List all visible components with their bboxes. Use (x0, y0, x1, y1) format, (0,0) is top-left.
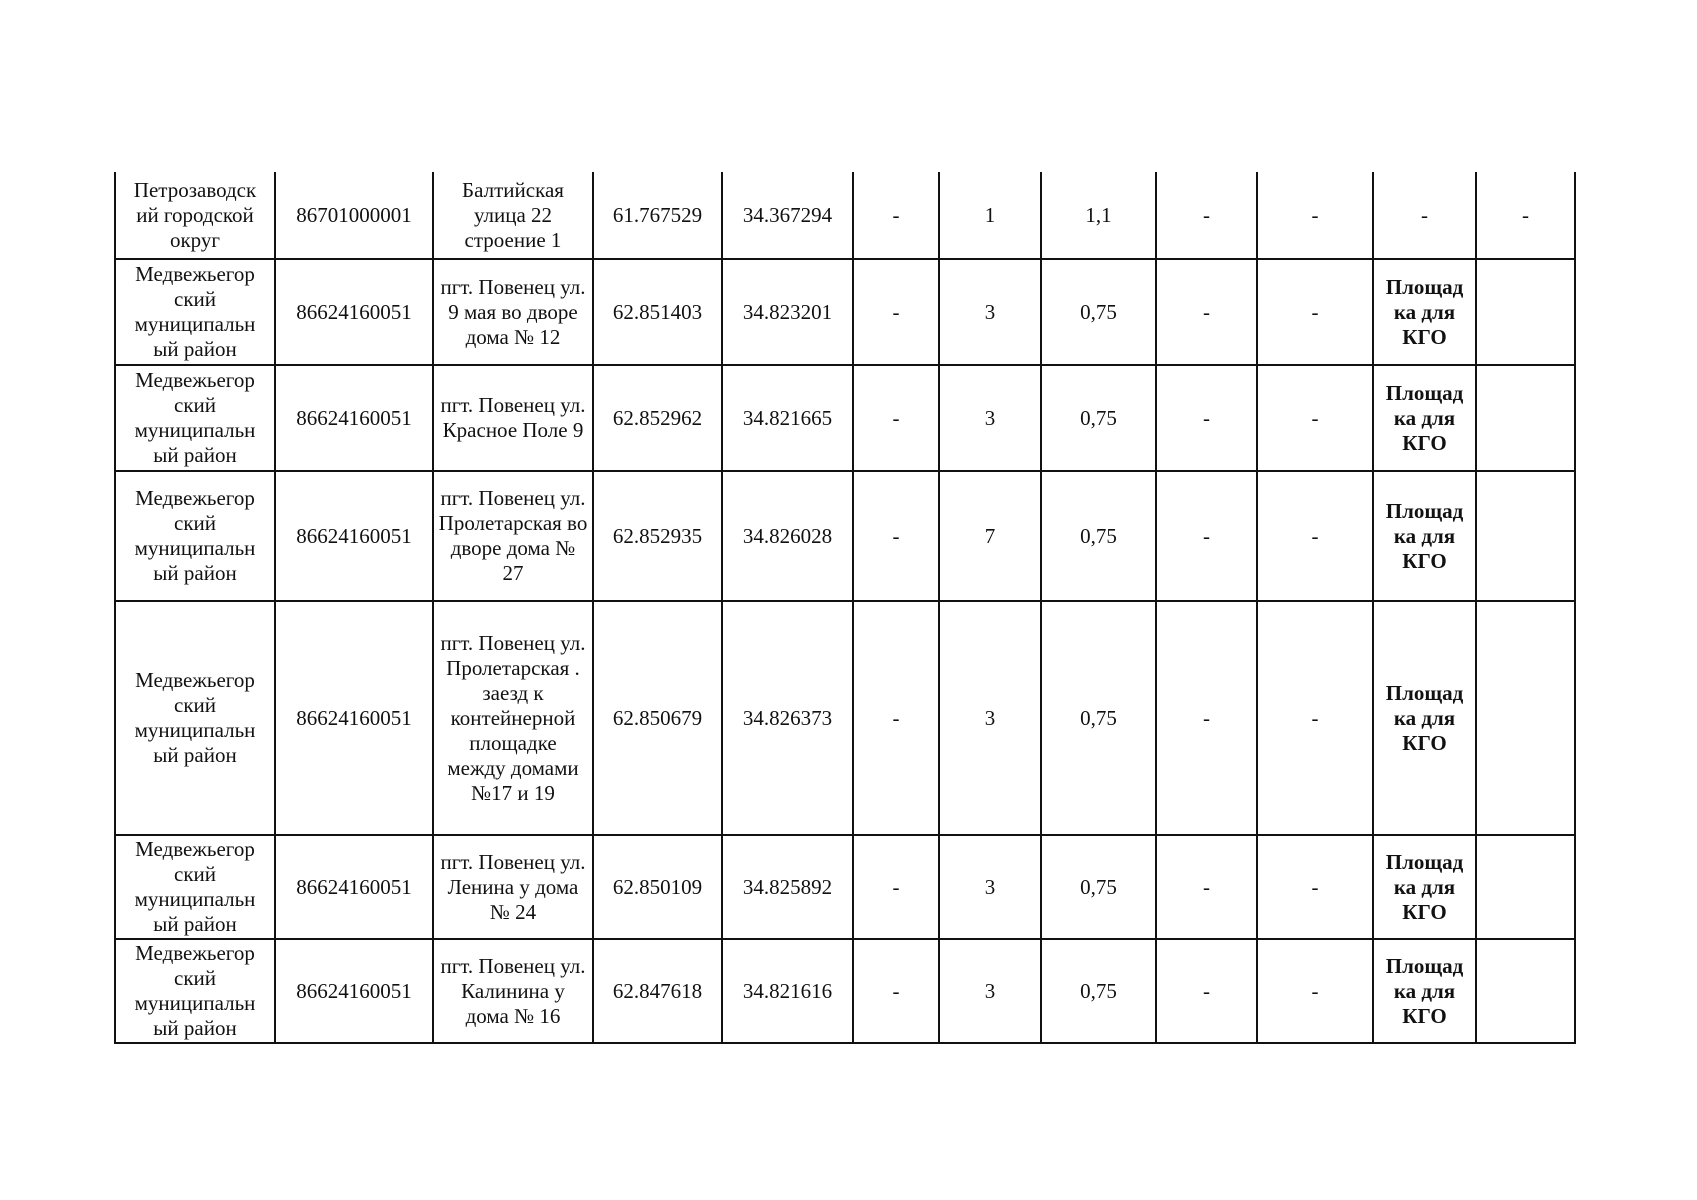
district-cell (115, 471, 275, 601)
col10-cell (1257, 365, 1373, 471)
col12-cell (1476, 365, 1575, 471)
col9-cell (1156, 365, 1257, 471)
district-text: Медвежьегор ский муниципальн ый район (134, 486, 256, 585)
col12-cell (1476, 939, 1575, 1043)
longitude-cell (722, 259, 853, 365)
table-row (115, 471, 1575, 601)
col10-text: - (1311, 202, 1319, 227)
col9-text: - (1203, 405, 1210, 430)
longitude-text: 34.821665 (742, 405, 833, 430)
address-cell (433, 601, 593, 835)
table-row (115, 601, 1575, 835)
oktmo-cell (275, 259, 433, 365)
longitude-cell (722, 172, 853, 259)
col10-cell (1257, 835, 1373, 939)
col8-text: 0,75 (1080, 978, 1117, 1003)
col7-text: 1 (984, 202, 996, 227)
district-cell (115, 365, 275, 471)
col6-cell (853, 601, 939, 835)
col8-text: 0,75 (1080, 705, 1117, 730)
col6-text: - (892, 978, 900, 1003)
col8-cell (1041, 259, 1156, 365)
col8-text: 0,75 (1080, 523, 1117, 548)
col6-text: - (892, 705, 900, 730)
district-cell (115, 601, 275, 835)
district-text: Петрозаводск ий городской округ (133, 177, 257, 252)
col8-cell (1041, 365, 1156, 471)
latitude-text: 62.852935 (612, 523, 703, 548)
col7-cell (939, 365, 1041, 471)
col12-cell (1476, 835, 1575, 939)
oktmo-text: 86624160051 (296, 405, 412, 430)
address-cell (433, 835, 593, 939)
oktmo-cell (275, 172, 433, 259)
district-cell (115, 835, 275, 939)
container-sites-table (114, 172, 1576, 1044)
col11-text: Площад ка для КГО (1385, 680, 1464, 755)
latitude-text: 62.850109 (612, 874, 703, 899)
longitude-text: 34.825892 (742, 874, 833, 899)
longitude-cell (722, 835, 853, 939)
col8-text: 0,75 (1080, 874, 1117, 899)
col7-text: 3 (984, 978, 996, 1003)
col10-cell (1257, 939, 1373, 1043)
table-row (115, 172, 1575, 259)
col10-text: - (1311, 405, 1319, 430)
latitude-cell (593, 835, 722, 939)
col11-text: Площад ка для КГО (1385, 953, 1464, 1028)
col6-cell (853, 365, 939, 471)
col10-text: - (1311, 705, 1319, 730)
col6-cell (853, 259, 939, 365)
col10-cell (1257, 471, 1373, 601)
latitude-cell (593, 172, 722, 259)
address-cell (433, 172, 593, 259)
district-cell (115, 172, 275, 259)
col10-cell (1257, 601, 1373, 835)
table-row (115, 259, 1575, 365)
col7-cell (939, 259, 1041, 365)
col7-cell (939, 835, 1041, 939)
oktmo-text: 86624160051 (296, 874, 412, 899)
col11-text: - (1421, 202, 1428, 227)
oktmo-cell (275, 835, 433, 939)
col6-cell (853, 172, 939, 259)
col6-cell (853, 939, 939, 1043)
col6-cell (853, 471, 939, 601)
address-cell (433, 259, 593, 365)
address-text: пгт. Повенец ул. Красное Поле 9 (440, 393, 586, 442)
district-text: Медвежьегор ский муниципальн ый район (134, 262, 256, 361)
col7-cell (939, 939, 1041, 1043)
oktmo-cell (275, 601, 433, 835)
col7-text: 7 (984, 523, 996, 548)
latitude-cell (593, 365, 722, 471)
col8-cell (1041, 471, 1156, 601)
col7-cell (939, 601, 1041, 835)
col9-text: - (1203, 978, 1210, 1003)
address-text: пгт. Повенец ул. Пролетарская . заезд к контейнерной площадке между домами №17 и 19 (440, 630, 586, 805)
table-row (115, 835, 1575, 939)
district-text: Медвежьегор ский муниципальн ый район (134, 368, 256, 467)
col8-cell (1041, 835, 1156, 939)
col11-cell (1373, 471, 1476, 601)
col7-cell (939, 172, 1041, 259)
col11-text: Площад ка для КГО (1385, 849, 1464, 924)
address-text: пгт. Повенец ул. Калинина у дома № 16 (440, 953, 586, 1028)
col7-text: 3 (984, 405, 996, 430)
longitude-cell (722, 601, 853, 835)
col10-text: - (1311, 874, 1319, 899)
col9-text: - (1203, 705, 1210, 730)
col6-text: - (892, 202, 900, 227)
longitude-text: 34.823201 (742, 299, 833, 324)
latitude-cell (593, 939, 722, 1043)
oktmo-cell (275, 939, 433, 1043)
col11-text: Площад ка для КГО (1385, 380, 1464, 455)
latitude-text: 62.847618 (612, 978, 703, 1003)
col6-text: - (892, 405, 900, 430)
col11-cell (1373, 365, 1476, 471)
col9-cell (1156, 939, 1257, 1043)
col8-cell (1041, 172, 1156, 259)
longitude-text: 34.821616 (742, 978, 833, 1003)
table-row (115, 939, 1575, 1043)
col7-text: 3 (984, 874, 996, 899)
col10-cell (1257, 259, 1373, 365)
col12-cell (1476, 259, 1575, 365)
longitude-cell (722, 939, 853, 1043)
table-body (115, 172, 1575, 1043)
col6-cell (853, 835, 939, 939)
district-cell (115, 939, 275, 1043)
longitude-text: 34.367294 (742, 202, 833, 227)
col11-text: Площад ка для КГО (1385, 274, 1464, 349)
latitude-text: 62.852962 (612, 405, 703, 430)
oktmo-cell (275, 471, 433, 601)
latitude-cell (593, 259, 722, 365)
col9-cell (1156, 835, 1257, 939)
col8-text: 0,75 (1080, 299, 1117, 324)
latitude-text: 61.767529 (612, 202, 703, 227)
col10-text: - (1311, 978, 1319, 1003)
col9-cell (1156, 471, 1257, 601)
col10-cell (1257, 172, 1373, 259)
col8-text: 0,75 (1080, 405, 1117, 430)
address-text: пгт. Повенец ул. Ленина у дома № 24 (440, 849, 586, 924)
col11-cell (1373, 259, 1476, 365)
col12-text: - (1522, 202, 1529, 227)
col9-cell (1156, 601, 1257, 835)
col9-text: - (1203, 523, 1210, 548)
oktmo-cell (275, 365, 433, 471)
col8-text: 1,1 (1085, 202, 1112, 227)
col12-cell (1476, 172, 1575, 259)
address-text: пгт. Повенец ул. 9 мая во дворе дома № 12 (440, 274, 586, 349)
col8-cell (1041, 939, 1156, 1043)
col9-text: - (1203, 874, 1210, 899)
address-text: пгт. Повенец ул. Пролетарская во дворе дома № 27 (438, 486, 588, 585)
col11-cell (1373, 172, 1476, 259)
col9-text: - (1203, 299, 1210, 324)
col10-text: - (1311, 299, 1319, 324)
col12-cell (1476, 471, 1575, 601)
address-cell (433, 471, 593, 601)
oktmo-text: 86624160051 (296, 705, 412, 730)
col9-text: - (1203, 202, 1210, 227)
col8-cell (1041, 601, 1156, 835)
col6-text: - (892, 299, 900, 324)
col6-text: - (892, 874, 900, 899)
address-cell (433, 939, 593, 1043)
district-cell (115, 259, 275, 365)
oktmo-text: 86624160051 (296, 523, 412, 548)
latitude-cell (593, 601, 722, 835)
col6-text: - (892, 523, 900, 548)
col11-cell (1373, 835, 1476, 939)
oktmo-text: 86624160051 (296, 299, 412, 324)
district-text: Медвежьегор ский муниципальн ый район (134, 837, 256, 936)
oktmo-text: 86701000001 (296, 202, 412, 227)
district-text: Медвежьегор ский муниципальн ый район (134, 941, 256, 1040)
col9-cell (1156, 172, 1257, 259)
longitude-text: 34.826373 (742, 705, 833, 730)
col12-cell (1476, 601, 1575, 835)
district-text: Медвежьегор ский муниципальн ый район (134, 668, 256, 767)
longitude-cell (722, 471, 853, 601)
col10-text: - (1311, 523, 1319, 548)
table-row (115, 365, 1575, 471)
col11-cell (1373, 939, 1476, 1043)
latitude-cell (593, 471, 722, 601)
longitude-text: 34.826028 (742, 523, 833, 548)
col11-cell (1373, 601, 1476, 835)
latitude-text: 62.851403 (612, 299, 703, 324)
address-cell (433, 365, 593, 471)
col11-text: Площад ка для КГО (1385, 498, 1464, 573)
longitude-cell (722, 365, 853, 471)
col9-cell (1156, 259, 1257, 365)
col7-text: 3 (984, 705, 996, 730)
latitude-text: 62.850679 (612, 705, 703, 730)
address-text: Балтийская улица 22 строение 1 (462, 177, 564, 252)
col7-cell (939, 471, 1041, 601)
col7-text: 3 (984, 299, 996, 324)
oktmo-text: 86624160051 (296, 978, 412, 1003)
